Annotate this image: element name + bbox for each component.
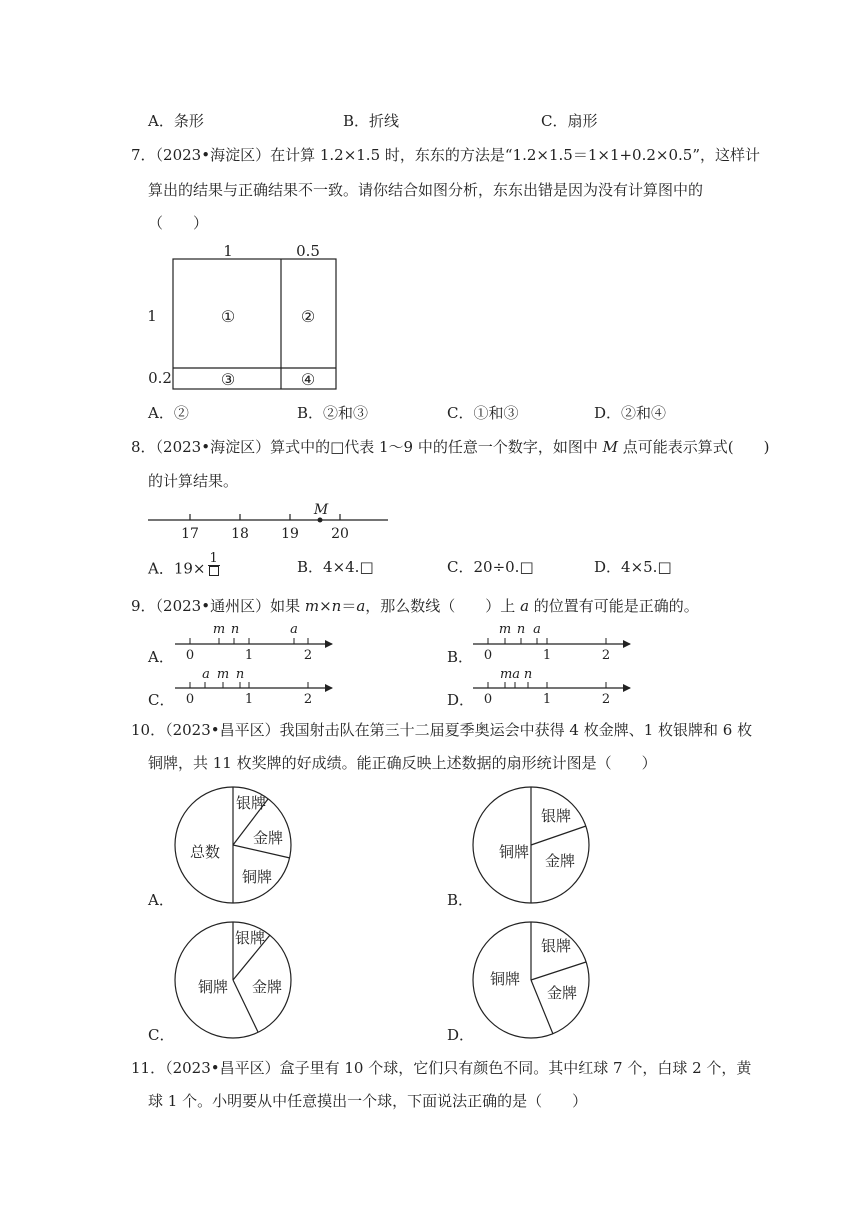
- pie-b-label-bronze: 铜牌: [498, 843, 530, 861]
- q7-option-a: A．②: [148, 404, 189, 422]
- svg-text:n: n: [230, 622, 240, 637]
- svg-text:2: 2: [303, 648, 313, 663]
- svg-text:m: m: [216, 667, 230, 682]
- q10-label-d: D．: [447, 1026, 475, 1044]
- q9-label-a: A．: [148, 648, 174, 666]
- svg-text:2: 2: [601, 692, 611, 707]
- pie-d-label-bronze: 铜牌: [489, 970, 521, 988]
- q7-option-d: D．②和④: [594, 404, 667, 422]
- q8-option-d: D．4×5.□: [594, 558, 672, 576]
- q8-point-label: M: [313, 502, 329, 518]
- svg-text:0: 0: [483, 648, 493, 663]
- q7-text-line2: 算出的结果与正确结果不一致。请你结合如图分析，东东出错是因为没有计算图中的: [148, 181, 704, 199]
- q8-tick-17: 17: [181, 526, 199, 542]
- pie-b-label-silver: 银牌: [540, 807, 572, 825]
- svg-text:ma: ma: [499, 667, 521, 682]
- q8-tick-19: 19: [281, 526, 299, 542]
- q7-option-b: B．②和③: [297, 404, 369, 422]
- q7-text-line1: 7．（2023•海淀区）在计算 1.2×1.5 时，东东的方法是“1.2×1.5＝1×1+0.2×0.5”，这样计: [131, 146, 760, 164]
- pie-c-label-silver: 银牌: [234, 929, 266, 947]
- q8-option-c: C．20÷0.□: [447, 558, 534, 576]
- svg-text:1: 1: [542, 692, 552, 707]
- q8-tick-20: 20: [331, 526, 349, 542]
- q8-text-line1: 8．（2023•海淀区）算式中的□代表 1～9 中的任意一个数字，如图中 M 点可能表示算式( ): [131, 438, 770, 456]
- q10-label-a: A．: [148, 891, 174, 909]
- q7-label-top-05: 0.5: [296, 242, 320, 260]
- pie-c-label-gold: 金牌: [251, 978, 283, 996]
- svg-text:2: 2: [601, 648, 611, 663]
- svg-text:n: n: [235, 667, 245, 682]
- q7-text-line3: （ ）: [148, 214, 209, 232]
- q10-text-line2: 铜牌，共 11 枚奖牌的好成绩。能正确反映上述数据的扇形统计图是（ ）: [148, 754, 657, 772]
- q7-region-4: ④: [300, 370, 316, 389]
- q9-label-d: D．: [447, 691, 475, 709]
- svg-text:0: 0: [185, 692, 195, 707]
- svg-text:a: a: [202, 667, 210, 682]
- q11-text-line1: 11．（2023•昌平区）盒子里有 10 个球，它们只有颜色不同。其中红球 7 个，白球 2 个，黄: [131, 1059, 752, 1077]
- q10-label-b: B．: [447, 891, 474, 909]
- q6-option-c: C．扇形: [541, 112, 598, 130]
- svg-text:n: n: [523, 667, 533, 682]
- svg-text:0: 0: [185, 648, 195, 663]
- q11-text-line2: 球 1 个。小明要从中任意摸出一个球，下面说法正确的是（ ）: [148, 1092, 588, 1110]
- svg-text:a: a: [290, 622, 298, 637]
- q7-label-left-1: 1: [147, 307, 157, 325]
- q8-option-a: A．19× 1: [148, 551, 218, 578]
- pie-a: [175, 787, 291, 903]
- q8-text-line2: 的计算结果。: [148, 472, 239, 490]
- q7-option-c: C．①和③: [447, 404, 519, 422]
- q9-text-line1: 9．（2023•通州区）如果 m×n＝a，那么数线（ ）上 a 的位置有可能是正确的。: [131, 597, 699, 615]
- pie-a-label-bronze: 铜牌: [241, 868, 273, 886]
- pie-d-label-silver: 银牌: [540, 937, 572, 955]
- pie-c-label-bronze: 铜牌: [197, 978, 229, 996]
- pie-c: [175, 922, 291, 1038]
- svg-text:m: m: [498, 622, 512, 637]
- pie-a-label-total: 总数: [189, 843, 221, 861]
- pie-a-label-silver: 银牌: [235, 794, 267, 812]
- svg-text:n: n: [516, 622, 526, 637]
- q7-region-1: ①: [220, 307, 236, 326]
- pie-b-label-gold: 金牌: [544, 852, 576, 870]
- q10-text-line1: 10．（2023•昌平区）我国射击队在第三十二届夏季奥运会中获得 4 枚金牌、1 枚银牌和 6 枚: [131, 721, 753, 739]
- q9-label-b: B．: [447, 648, 474, 666]
- svg-text:0: 0: [483, 692, 493, 707]
- svg-text:1: 1: [542, 648, 552, 663]
- svg-text:2: 2: [303, 692, 313, 707]
- q9-label-c: C．: [148, 691, 175, 709]
- pie-b: [473, 787, 589, 903]
- q7-label-left-02: 0.2: [148, 369, 172, 387]
- svg-text:1: 1: [244, 648, 254, 663]
- q10-label-c: C．: [148, 1026, 175, 1044]
- q7-region-3: ③: [220, 370, 236, 389]
- pie-a-label-gold: 金牌: [252, 829, 284, 847]
- svg-text:a: a: [533, 622, 541, 637]
- q8-option-b: B．4×4.□: [297, 558, 374, 576]
- pie-d-label-gold: 金牌: [546, 984, 578, 1002]
- svg-text:1: 1: [244, 692, 254, 707]
- q6-option-b: B．折线: [343, 112, 400, 130]
- q6-option-a: A．条形: [148, 112, 204, 130]
- q8-tick-18: 18: [231, 526, 249, 542]
- q7-label-top-1: 1: [223, 242, 233, 260]
- svg-text:m: m: [212, 622, 226, 637]
- q7-region-2: ②: [300, 307, 316, 326]
- pie-d: [473, 922, 589, 1038]
